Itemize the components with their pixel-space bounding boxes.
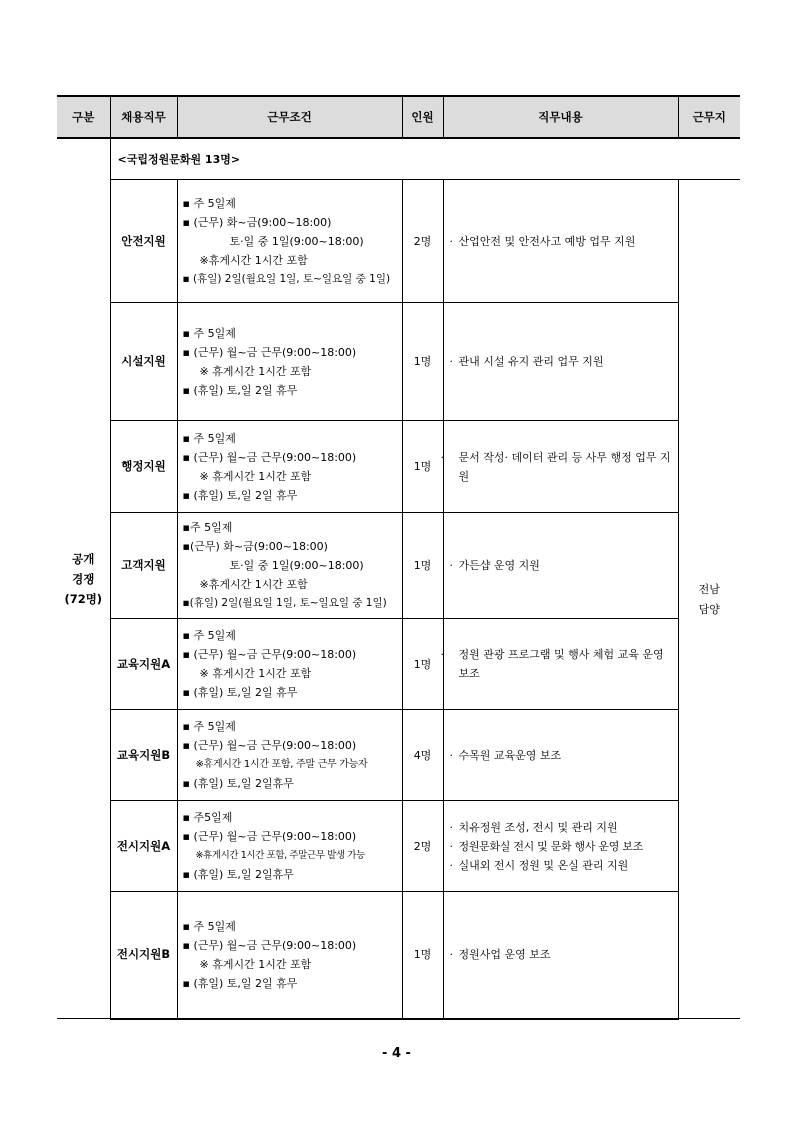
table-row	[57, 619, 740, 710]
header-role: 채용직무	[110, 96, 177, 138]
condition-line: ▪ (휴일) 토,일 2일 휴무	[182, 488, 298, 502]
duties-cell	[440, 421, 678, 513]
condition-line: ▪ 주 5일제	[182, 196, 236, 210]
duty-line: · 산업안전 및 안전사고 예방 업무 지원	[449, 234, 636, 248]
role-cell: 안전지원	[110, 180, 177, 303]
org-title: <국립정원문화원 13명>	[110, 138, 740, 180]
condition-line: ※휴게시간 1시간 포함, 주말 근무 가능자	[195, 759, 368, 770]
condition-line: ▪ (휴일) 2일(월요일 1일, 토~일요일 중 1일)	[182, 272, 391, 285]
recruitment-table	[57, 95, 740, 1020]
condition-line: ▪ (근무) 월~금 근무(9:00~18:00)	[182, 739, 357, 752]
conditions-cell	[177, 710, 402, 801]
header-location: 근무지	[678, 96, 740, 138]
conditions-cell	[177, 801, 402, 892]
conditions-cell	[177, 619, 402, 710]
role-cell: 전시지원A	[110, 801, 177, 892]
condition-line: ▪ (근무) 월~금 근무(9:00~18:00)	[182, 345, 357, 359]
condition-line: ▪(휴일) 2일(월요일 1일, 토~일요일 중 1일)	[182, 597, 387, 609]
duty-line: · 정원문화실 전시 및 문화 행사 운영 보조	[449, 839, 643, 853]
category-label-line: 공개	[72, 551, 95, 566]
page-number: - 4 -	[382, 1046, 411, 1061]
condition-line: ▪ (근무) 화~금(9:00~18:00)	[182, 215, 332, 229]
conditions-cell	[177, 421, 402, 513]
conditions-cell	[177, 303, 402, 421]
header-count: 인원	[402, 96, 443, 138]
condition-line: ※ 휴게시간 1시간 포함	[199, 667, 312, 680]
condition-line: ※ 휴게시간 1시간 포함	[199, 469, 312, 483]
table-row	[57, 710, 740, 801]
duty-line: · 가든샵 운영 지원	[449, 559, 540, 572]
duties-cell	[443, 513, 678, 619]
category-label-line: 경쟁	[72, 571, 95, 586]
condition-line: 토·일 중 1일(9:00~18:00)	[229, 234, 364, 248]
duties-cell	[440, 619, 678, 710]
condition-line: ▪주 5일제	[182, 521, 233, 534]
table-header-row	[57, 96, 740, 138]
duty-line: · 관내 시설 유지 관리 업무 지원	[449, 355, 604, 368]
org-row	[57, 138, 740, 180]
table-row	[57, 892, 740, 1019]
condition-line: ※휴게시간 1시간 포함	[199, 578, 308, 591]
condition-line: ▪ 주 5일제	[182, 919, 236, 933]
location-line: 담양	[698, 603, 720, 616]
count-cell: 1명	[402, 513, 443, 619]
location-line: 전남	[698, 583, 720, 596]
role-cell: 행정지원	[110, 421, 177, 513]
condition-line: ▪ (휴일) 토,일 2일 휴무	[182, 686, 298, 699]
category-cell	[57, 138, 110, 1019]
count-cell: 2명	[402, 180, 443, 303]
duty-line: · 정원사업 운영 보조	[449, 948, 551, 962]
condition-line: ▪ (휴일) 토,일 2일 휴무	[182, 976, 298, 990]
duties-cell	[443, 303, 678, 421]
header-conditions: 근무조건	[177, 96, 402, 138]
duties-cell	[443, 710, 678, 801]
role-cell: 고객지원	[110, 513, 177, 619]
duties-cell	[443, 180, 678, 303]
count-cell: 1명	[402, 421, 443, 513]
conditions-cell	[177, 513, 402, 619]
duty-line: · 실내외 전시 정원 및 온실 관리 지원	[449, 858, 629, 872]
condition-line: ▪ 주5일제	[182, 811, 233, 824]
condition-line: ▪ 주 5일제	[182, 720, 236, 733]
condition-line: 토·일 중 1일(9:00~18:00)	[229, 559, 364, 572]
duty-line: · 문서 작성· 데이터 관리 등 사무 행정 업무 지원	[440, 450, 671, 483]
condition-line: ▪ (휴일) 토,일 2일휴무	[182, 868, 294, 881]
condition-line: ▪ (휴일) 토,일 2일 휴무	[182, 383, 298, 397]
duties-cell	[443, 892, 678, 1019]
table-row	[57, 303, 740, 421]
role-cell: 교육지원A	[110, 619, 177, 710]
condition-line: ※ 휴게시간 1시간 포함	[199, 957, 312, 971]
count-cell: 1명	[402, 303, 443, 421]
duty-line: · 수목원 교육운영 보조	[449, 748, 562, 762]
header-category: 구분	[57, 96, 110, 138]
condition-line: ▪ 주 5일제	[182, 326, 236, 340]
count-cell: 1명	[402, 892, 443, 1019]
table-row	[57, 513, 740, 619]
condition-line: ※휴게시간 1시간 포함, 주말근무 발생 가능	[195, 850, 365, 861]
condition-line: ▪ 주 5일제	[182, 431, 236, 445]
location-cell	[678, 180, 740, 1019]
role-cell: 전시지원B	[110, 892, 177, 1019]
count-cell: 2명	[402, 801, 443, 892]
condition-line: ▪ (근무) 월~금 근무(9:00~18:00)	[182, 648, 357, 661]
condition-line: ▪ (근무) 월~금 근무(9:00~18:00)	[182, 830, 357, 843]
conditions-cell	[177, 892, 402, 1019]
condition-line: ※휴게시간 1시간 포함	[199, 253, 308, 267]
duty-line: · 치유정원 조성, 전시 및 관리 지원	[449, 820, 618, 834]
count-cell: 1명	[402, 619, 443, 710]
condition-line: ▪(근무) 화~금(9:00~18:00)	[182, 540, 328, 553]
condition-line: ▪ 주 5일제	[182, 629, 236, 642]
category-label-line: (72명)	[64, 591, 103, 606]
role-cell: 교육지원B	[110, 710, 177, 801]
condition-line: ▪ (근무) 월~금 근무(9:00~18:00)	[182, 938, 357, 952]
header-duties: 직무내용	[443, 96, 678, 138]
duty-line: · 정원 관광 프로그램 및 행사 체험 교육 운영 보조	[440, 648, 664, 680]
count-cell: 4명	[402, 710, 443, 801]
condition-line: ※ 휴게시간 1시간 포함	[199, 364, 312, 378]
conditions-cell	[177, 180, 402, 303]
condition-line: ▪ (휴일) 토,일 2일휴무	[182, 777, 294, 790]
role-cell: 시설지원	[110, 303, 177, 421]
table-row	[57, 421, 740, 513]
table-row	[57, 801, 740, 892]
duties-cell	[443, 801, 678, 892]
table-row	[57, 180, 740, 303]
condition-line: ▪ (근무) 월~금 근무(9:00~18:00)	[182, 450, 357, 464]
